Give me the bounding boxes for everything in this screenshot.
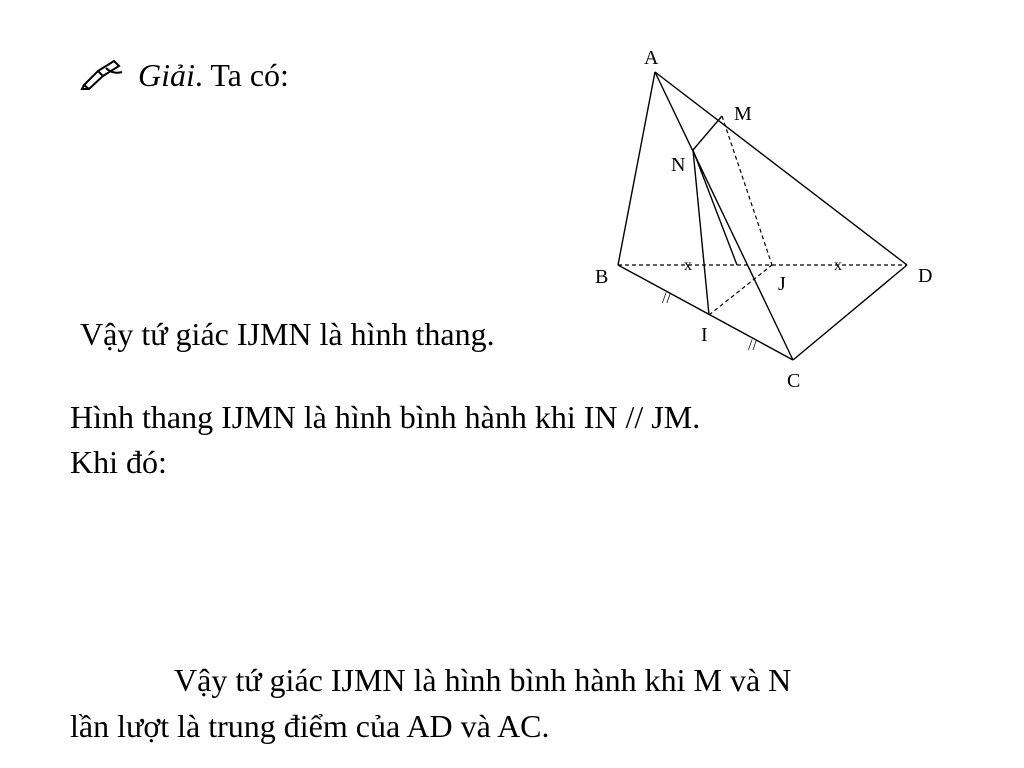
label-m: M <box>734 103 752 125</box>
label-n: N <box>671 154 686 176</box>
label-c: C <box>787 370 801 392</box>
then-line: Khi đó: <box>70 444 167 480</box>
segment-ij-hidden <box>709 265 772 315</box>
edge-cd <box>793 265 907 360</box>
edge-ac <box>655 72 793 360</box>
solution-word: Giải <box>138 57 195 93</box>
segment-ni <box>693 150 709 315</box>
final-conclusion-line-2: lần lượt là trung điểm của AD và AC. <box>70 708 550 744</box>
label-j: J <box>778 273 786 295</box>
mark-x-jd: x <box>834 257 842 274</box>
trapezoid-conclusion: Vậy tứ giác IJMN là hình thang. <box>80 316 495 352</box>
writing-hand-icon <box>80 58 124 90</box>
label-d: D <box>918 265 933 287</box>
segment-mj-hidden <box>722 116 772 265</box>
segment-mn <box>693 116 722 150</box>
solution-lead: . Ta có: <box>194 57 289 93</box>
mark-x-bj: x <box>684 257 692 274</box>
edge-ad <box>655 72 907 265</box>
label-a: A <box>644 47 659 69</box>
parallelogram-condition: Hình thang IJMN là hình bình hành khi IN // JM. <box>70 399 701 435</box>
final-conclusion-line-1: Vậy tứ giác IJMN là hình bình hành khi M và N <box>174 662 792 698</box>
tick-ic: // <box>748 337 757 354</box>
tetrahedron-figure <box>580 40 960 400</box>
edge-ab <box>618 72 655 265</box>
tick-bi: // <box>662 290 671 307</box>
solution-heading <box>80 55 289 95</box>
label-b: B <box>595 266 609 288</box>
label-i: I <box>701 324 708 346</box>
segment-nd <box>693 150 737 265</box>
